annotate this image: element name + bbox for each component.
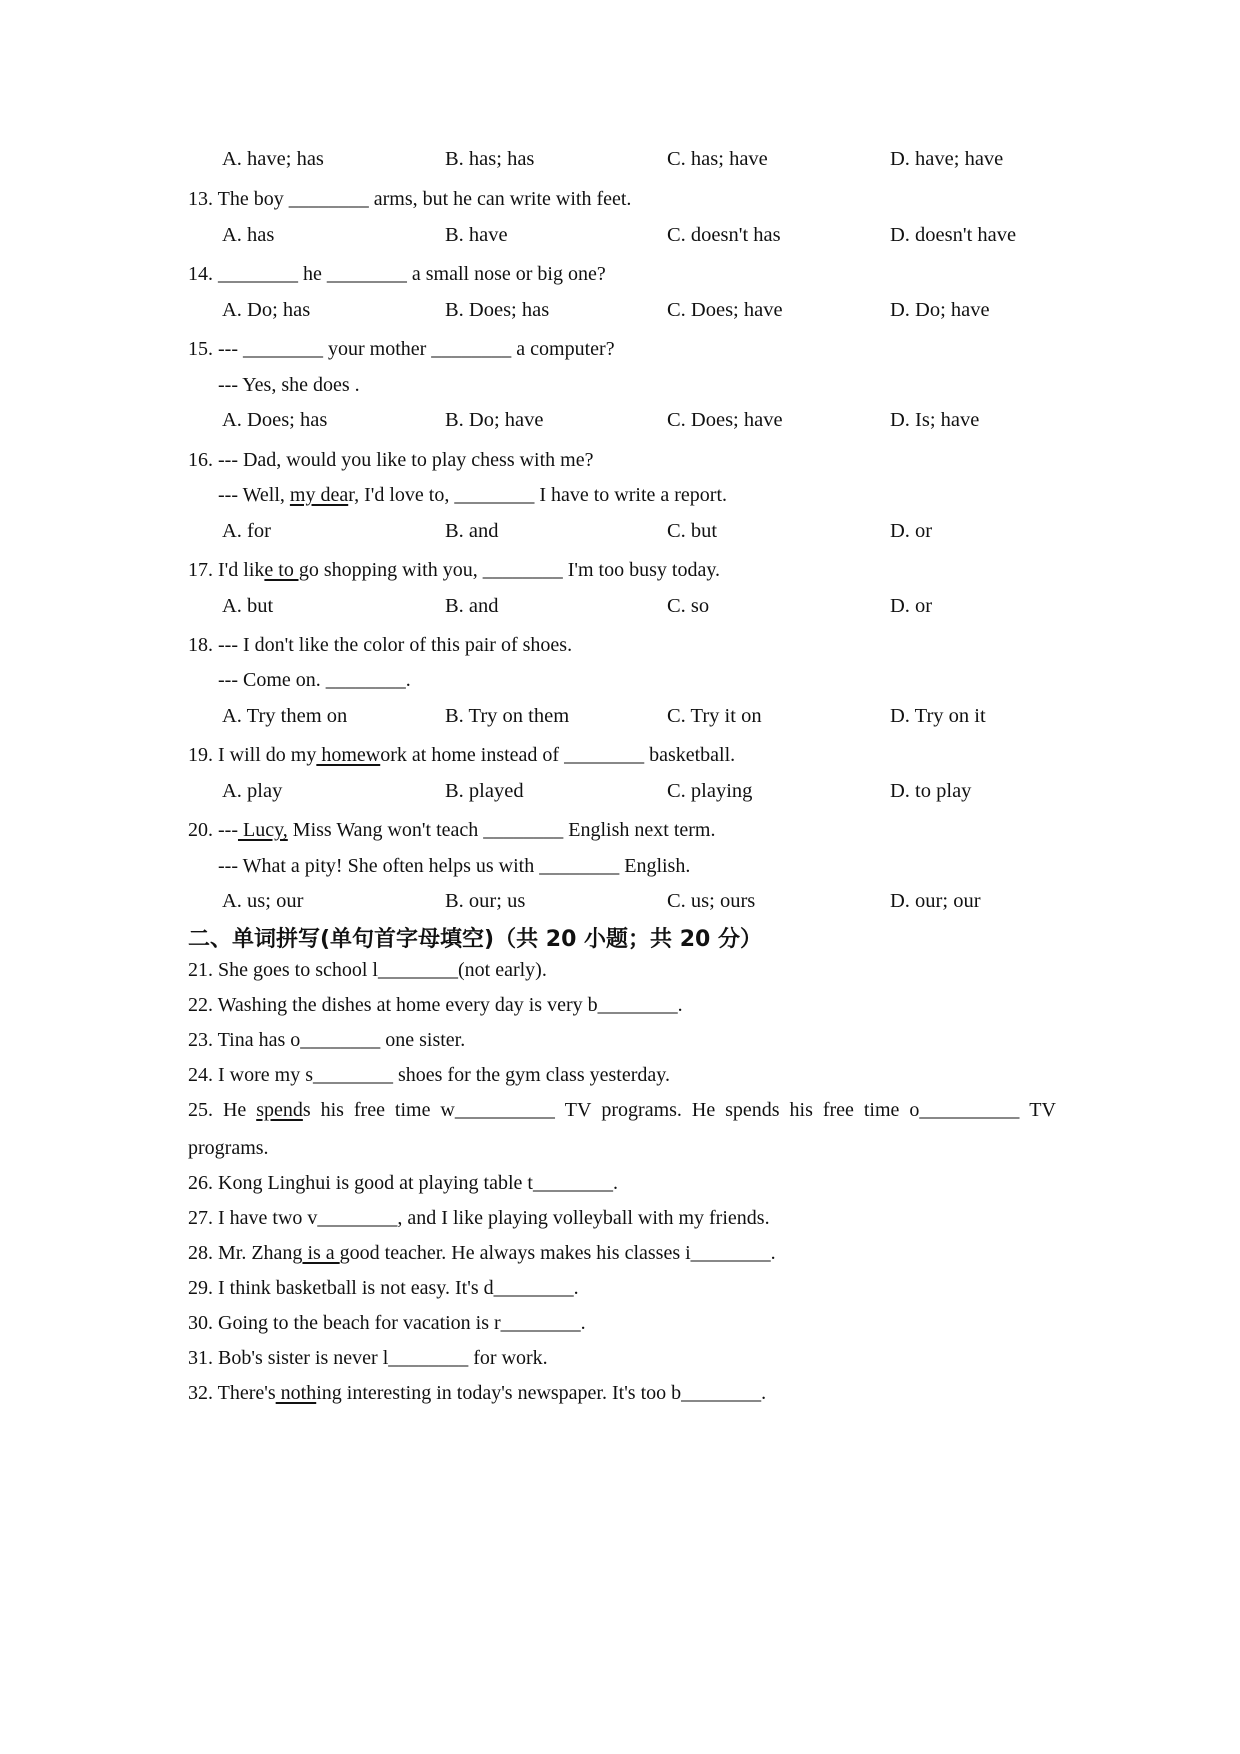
q20-text-pre: 20. --- bbox=[188, 819, 238, 841]
section-2-heading: 二、单词拼写(单句首字母填空)（共 20 小题；共 20 分） bbox=[188, 927, 762, 952]
q20-question bbox=[188, 817, 1058, 843]
q19-text-underlined: homew bbox=[316, 744, 381, 766]
q25-word-suffix: s bbox=[302, 1099, 311, 1121]
q16-options bbox=[222, 518, 1102, 544]
q18-option-b[interactable]: B. Try on them bbox=[445, 705, 570, 727]
q29-sentence: 29. I think basketball is not easy. It's d________. bbox=[188, 1277, 579, 1299]
q25-word: spends bbox=[725, 1099, 780, 1121]
q20-text-post: Miss Wang won't teach ________ English next term. bbox=[287, 819, 716, 841]
q12-option-c[interactable]: C. has; have bbox=[667, 148, 768, 170]
q17-question bbox=[188, 557, 1058, 583]
q25-word: TV bbox=[1029, 1099, 1056, 1121]
q25-word: his bbox=[320, 1099, 344, 1121]
q18-option-c[interactable]: C. Try it on bbox=[667, 705, 762, 727]
q18-option-a[interactable]: A. Try them on bbox=[222, 705, 348, 727]
q12-option-a[interactable]: A. have; has bbox=[222, 148, 324, 170]
q25-word: o__________ bbox=[909, 1099, 1020, 1121]
q18-question: 18. --- I don't like the color of this pair of shoes. bbox=[188, 634, 573, 656]
q16-option-c[interactable]: C. but bbox=[667, 520, 718, 542]
q25-word: He bbox=[222, 1099, 247, 1121]
q13-question: 13. The boy ________ arms, but he can write with feet. bbox=[188, 188, 632, 210]
q18-reply: --- Come on. ________. bbox=[218, 669, 411, 691]
q16-reply bbox=[218, 482, 1088, 508]
q16-option-d[interactable]: D. or bbox=[890, 520, 933, 542]
q20-text-underlined: Lucy, bbox=[237, 819, 288, 841]
q25-word: programs. bbox=[601, 1099, 682, 1121]
q25-word: time bbox=[394, 1099, 431, 1121]
q14-option-d[interactable]: D. Do; have bbox=[890, 299, 990, 321]
q19-options bbox=[222, 778, 1102, 804]
q14-question: 14. ________ he ________ a small nose or big one? bbox=[188, 263, 606, 285]
q19-question bbox=[188, 742, 1058, 768]
q31-sentence: 31. Bob's sister is never l________ for work. bbox=[188, 1347, 548, 1369]
q20-reply: --- What a pity! She often helps us with ________ English. bbox=[218, 855, 691, 877]
q18-option-d[interactable]: D. Try on it bbox=[890, 705, 986, 727]
q20-option-d[interactable]: D. our; our bbox=[890, 890, 981, 912]
q15-question: 15. --- ________ your mother ________ a computer? bbox=[188, 338, 615, 360]
q24-sentence: 24. I wore my s________ shoes for the gym class yesterday. bbox=[188, 1064, 670, 1086]
q13-option-b[interactable]: B. have bbox=[445, 224, 508, 246]
q25-sentence bbox=[188, 1097, 1056, 1123]
q15-option-b[interactable]: B. Do; have bbox=[445, 409, 544, 431]
q25-word-underlined: spend bbox=[256, 1099, 303, 1121]
q16-question: 16. --- Dad, would you like to play chess with me? bbox=[188, 449, 594, 471]
q19-option-b[interactable]: B. played bbox=[445, 780, 524, 802]
q16-reply-underlined: my dea bbox=[289, 484, 349, 506]
q21-sentence: 21. She goes to school l________(not early). bbox=[188, 959, 547, 981]
q14-options bbox=[222, 297, 1102, 323]
q19-option-d[interactable]: D. to play bbox=[890, 780, 972, 802]
q17-text-post: o shopping with you, ________ I'm too busy today. bbox=[308, 559, 721, 581]
q15-option-a[interactable]: A. Does; has bbox=[222, 409, 328, 431]
q28-sentence bbox=[188, 1240, 1058, 1266]
q28-text-underlined: is a bbox=[302, 1242, 340, 1264]
q25-word: TV bbox=[564, 1099, 592, 1121]
q32-text-pre: 32. There's bbox=[188, 1382, 276, 1404]
q13-options bbox=[222, 222, 1102, 248]
q20-option-c[interactable]: C. us; ours bbox=[667, 890, 756, 912]
q17-option-c[interactable]: C. so bbox=[667, 595, 710, 617]
q13-option-a[interactable]: A. has bbox=[222, 224, 275, 246]
q18-options bbox=[222, 703, 1102, 729]
q20-option-a[interactable]: A. us; our bbox=[222, 890, 304, 912]
q17-text-underlined: e to g bbox=[264, 559, 309, 581]
q20-options bbox=[222, 888, 1102, 914]
q14-option-a[interactable]: A. Do; has bbox=[222, 299, 311, 321]
q25-word: free bbox=[822, 1099, 854, 1121]
q19-text-post: ork at home instead of ________ basketball. bbox=[380, 744, 736, 766]
q28-text-post: good teacher. He always makes his classes i________. bbox=[339, 1242, 776, 1264]
q16-reply-post: r, I'd love to, ________ I have to write a report. bbox=[348, 484, 728, 506]
q19-option-c[interactable]: C. playing bbox=[667, 780, 753, 802]
q17-option-d[interactable]: D. or bbox=[890, 595, 933, 617]
q25-word: free bbox=[353, 1099, 385, 1121]
q32-text-post: ing interesting in today's newspaper. It's too b________. bbox=[316, 1382, 767, 1404]
q25-word: time bbox=[863, 1099, 900, 1121]
q23-sentence: 23. Tina has o________ one sister. bbox=[188, 1029, 466, 1051]
q17-option-a[interactable]: A. but bbox=[222, 595, 274, 617]
q25-word: his bbox=[789, 1099, 813, 1121]
q16-reply-pre: --- Well, bbox=[218, 484, 290, 506]
q17-text-pre: 17. I'd lik bbox=[188, 559, 265, 581]
q22-sentence: 22. Washing the dishes at home every day is very b________. bbox=[188, 994, 683, 1016]
q25-word: He bbox=[691, 1099, 716, 1121]
q19-text-pre: 19. I will do my bbox=[188, 744, 317, 766]
q25-word bbox=[256, 1097, 310, 1123]
q26-sentence: 26. Kong Linghui is good at playing table t________. bbox=[188, 1172, 618, 1194]
q17-options bbox=[222, 593, 1102, 619]
q32-sentence bbox=[188, 1380, 1058, 1406]
q25-continuation: programs. bbox=[188, 1137, 269, 1159]
q17-option-b[interactable]: B. and bbox=[445, 595, 499, 617]
q25-word: w__________ bbox=[440, 1099, 555, 1121]
q19-option-a[interactable]: A. play bbox=[222, 780, 283, 802]
q20-option-b[interactable]: B. our; us bbox=[445, 890, 526, 912]
q15-reply: --- Yes, she does . bbox=[218, 374, 360, 396]
q12-option-d[interactable]: D. have; have bbox=[890, 148, 1004, 170]
q25-word: 25. bbox=[188, 1099, 213, 1121]
q13-option-d[interactable]: D. doesn't have bbox=[890, 224, 1017, 246]
q30-sentence: 30. Going to the beach for vacation is r________. bbox=[188, 1312, 586, 1334]
q12-option-b[interactable]: B. has; has bbox=[445, 148, 535, 170]
q27-sentence: 27. I have two v________, and I like playing volleyball with my friends. bbox=[188, 1207, 770, 1229]
q28-text-pre: 28. Mr. Zhang bbox=[188, 1242, 303, 1264]
q16-option-b[interactable]: B. and bbox=[445, 520, 499, 542]
q32-text-underlined: noth bbox=[275, 1382, 317, 1404]
q14-option-c[interactable]: C. Does; have bbox=[667, 299, 783, 321]
q14-option-b[interactable]: B. Does; has bbox=[445, 299, 550, 321]
q15-options bbox=[222, 407, 1102, 433]
q15-option-d[interactable]: D. Is; have bbox=[890, 409, 980, 431]
q16-option-a[interactable]: A. for bbox=[222, 520, 271, 542]
q12-options bbox=[222, 146, 1102, 172]
q13-option-c[interactable]: C. doesn't has bbox=[667, 224, 781, 246]
q15-option-c[interactable]: C. Does; have bbox=[667, 409, 783, 431]
